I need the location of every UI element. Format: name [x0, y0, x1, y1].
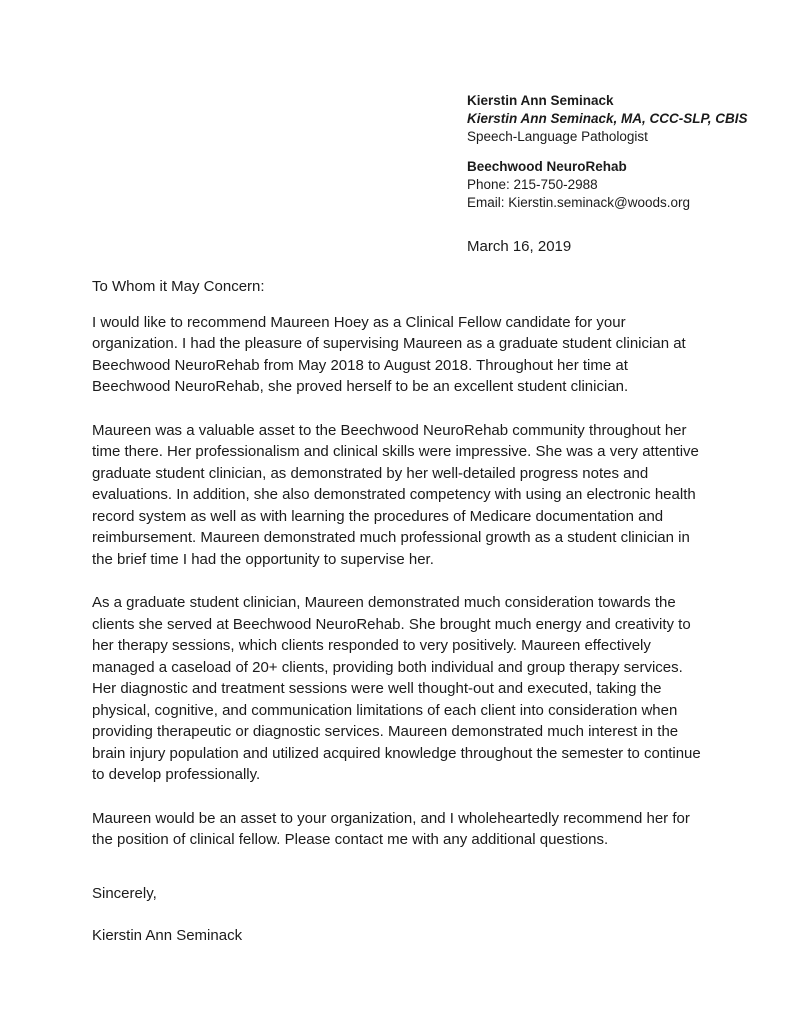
sender-credentials: Kierstin Ann Seminack, MA, CCC-SLP, CBIS	[467, 111, 748, 126]
sender-phone: Phone: 215-750-2988	[467, 177, 598, 192]
paragraph-3: As a graduate student clinician, Maureen demonstrated much consideration towards the clients she served at Beechwood NeuroRehab. She brought much energy and creativity to her therapy sessions, which clients responded to very positively. Maureen effectively managed a caseload of 20+ clients, providing both individual and group therapy services. Her diagnostic and treatment sessions were well thought-out and executed, taking the physical, cognitive, and communication limitations of each client into consideration when providing therapeutic or diagnostic services. Maureen demonstrated much interest in the brain injury population and utilized acquired knowledge throughout the semester to continue to develop professionally.	[92, 594, 701, 783]
salutation: To Whom it May Concern:	[92, 278, 265, 295]
paragraph-4: Maureen would be an asset to your organization, and I wholeheartedly recommend her for the position of clinical fellow. Please contact me with any additional questions.	[92, 809, 690, 848]
paragraph-1: I would like to recommend Maureen Hoey as a Clinical Fellow candidate for your organization. I had the pleasure of supervising Maureen as a graduate student clinician at Beechwood NeuroRehab from May 2018 to August 2018. Throughout her time at Beechwood NeuroRehab, she proved herself to be an excellent student clinician.	[92, 313, 686, 395]
closing: Sincerely,	[92, 884, 157, 902]
sender-title: Speech-Language Pathologist	[467, 129, 648, 144]
letter-body	[92, 276, 710, 947]
paragraph-2: Maureen was a valuable asset to the Beechwood NeuroRehab community throughout her time there. Her professionalism and clinical skills were impressive. She was a very attentive graduate student clinician, as demonstrated by her well-detailed progress notes and evaluations. In addition, she also demonstrated competency with using an electronic health record system as well as with learning the procedures of Medicare documentation and reimbursement. Maureen demonstrated much professional growth as a student clinician in the brief time I had the opportunity to supervise her.	[92, 421, 699, 568]
letter-date: March 16, 2019	[467, 238, 572, 255]
signature-name: Kierstin Ann Seminack	[92, 927, 243, 944]
header-spacer	[467, 146, 748, 158]
sender-organization: Beechwood NeuroRehab	[467, 159, 627, 174]
sender-header	[467, 92, 748, 212]
sender-email: Email: Kierstin.seminack@woods.org	[467, 195, 691, 210]
sender-name: Kierstin Ann Seminack	[467, 93, 614, 108]
